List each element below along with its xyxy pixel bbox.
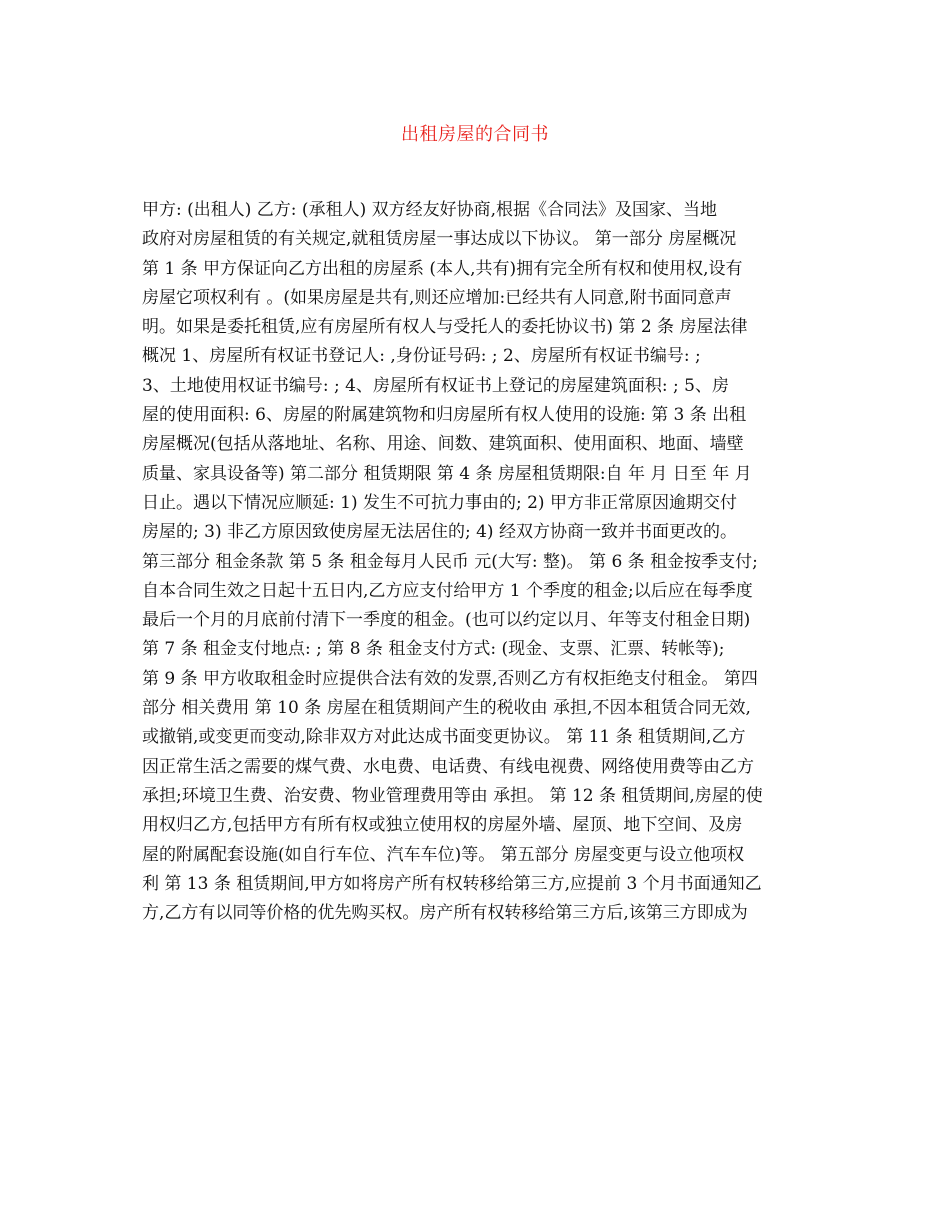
body-line: 概况 1、房屋所有权证书登记人: ,身份证号码: ; 2、房屋所有权证书编号: ; <box>142 346 701 367</box>
document-body <box>142 196 822 928</box>
body-line: 房屋它项权利有 。(如果房屋是共有,则还应增加:已经共有人同意,附书面同意声 <box>142 287 732 308</box>
body-line: 屋的附属配套设施(如自行车位、汽车车位)等。 第五部分 房屋变更与设立他项权 <box>142 844 745 865</box>
body-line: 房屋概况(包括从落地址、名称、用途、间数、建筑面积、使用面积、地面、墙壁 <box>142 434 744 455</box>
body-line: 甲方: (出租人) 乙方: (承租人) 双方经友好协商,根据《合同法》及国家、当地 <box>142 200 718 220</box>
body-line: 方,乙方有以同等价格的优先购买权。房产所有权转移给第三方后,该第三方即成为 <box>142 903 748 924</box>
body-line: 质量、家具设备等) 第二部分 租赁期限 第 4 条 房屋租赁期限:自 年 月 日至 年 月 <box>142 463 752 484</box>
body-line: 用权归乙方,包括甲方有所有权或独立使用权的房屋外墙、屋顶、地下空间、及房 <box>142 815 743 836</box>
body-line: 房屋的; 3) 非乙方原因致使房屋无法居住的; 4) 经双方协商一致并书面更改的。 <box>142 522 737 543</box>
body-line: 最后一个月的月底前付清下一季度的租金。(也可以约定以月、年等支付租金日期) <box>142 610 751 631</box>
body-line: 部分 相关费用 第 10 条 房屋在租赁期间产生的税收由 承担,不因本租赁合同无效, <box>142 698 751 719</box>
body-line: 第 9 条 甲方收取租金时应提供合法有效的发票,否则乙方有权拒绝支付租金。 第四 <box>142 668 758 689</box>
body-line: 第三部分 租金条款 第 5 条 租金每月人民币 元(大写: 整)。 第 6 条 租金按季支付; <box>142 551 758 572</box>
body-line: 政府对房屋租赁的有关规定,就租赁房屋一事达成以下协议。 第一部分 房屋概况 <box>142 229 737 250</box>
document-title: 出租房屋的合同书 <box>401 124 549 145</box>
body-line: 3、土地使用权证书编号: ; 4、房屋所有权证书上登记的房屋建筑面积: ; 5、房 <box>142 375 729 396</box>
body-line: 屋的使用面积: 6、房屋的附属建筑物和归房屋所有权人使用的设施: 第 3 条 出租 <box>142 405 747 426</box>
body-line: 自本合同生效之日起十五日内,乙方应支付给甲方 1 个季度的租金;以后应在每季度 <box>142 580 753 601</box>
body-line: 日止。遇以下情况应顺延: 1) 发生不可抗力事由的; 2) 甲方非正常原因逾期交付 <box>142 492 737 513</box>
body-line: 明。如果是委托租赁,应有房屋所有权人与受托人的委托协议书) 第 2 条 房屋法律 <box>142 317 748 338</box>
body-line: 因正常生活之需要的煤气费、水电费、电话费、有线电视费、网络使用费等由乙方 <box>142 756 754 777</box>
body-line: 利 第 13 条 租赁期间,甲方如将房产所有权转移给第三方,应提前 3 个月书面通知乙 <box>142 873 762 894</box>
body-line: 或撤销,或变更而变动,除非双方对此达成书面变更协议。 第 11 条 租赁期间,乙方 <box>142 727 746 748</box>
body-line: 第 1 条 甲方保证向乙方出租的房屋系 (本人,共有)拥有完全所有权和使用权,设有 <box>142 258 743 279</box>
body-line: 第 7 条 租金支付地点: ; 第 8 条 租金支付方式: (现金、支票、汇票、转帐等); <box>142 639 725 660</box>
body-line: 承担;环境卫生费、治安费、物业管理费用等由 承担。 第 12 条 租赁期间,房屋的使 <box>142 785 763 806</box>
